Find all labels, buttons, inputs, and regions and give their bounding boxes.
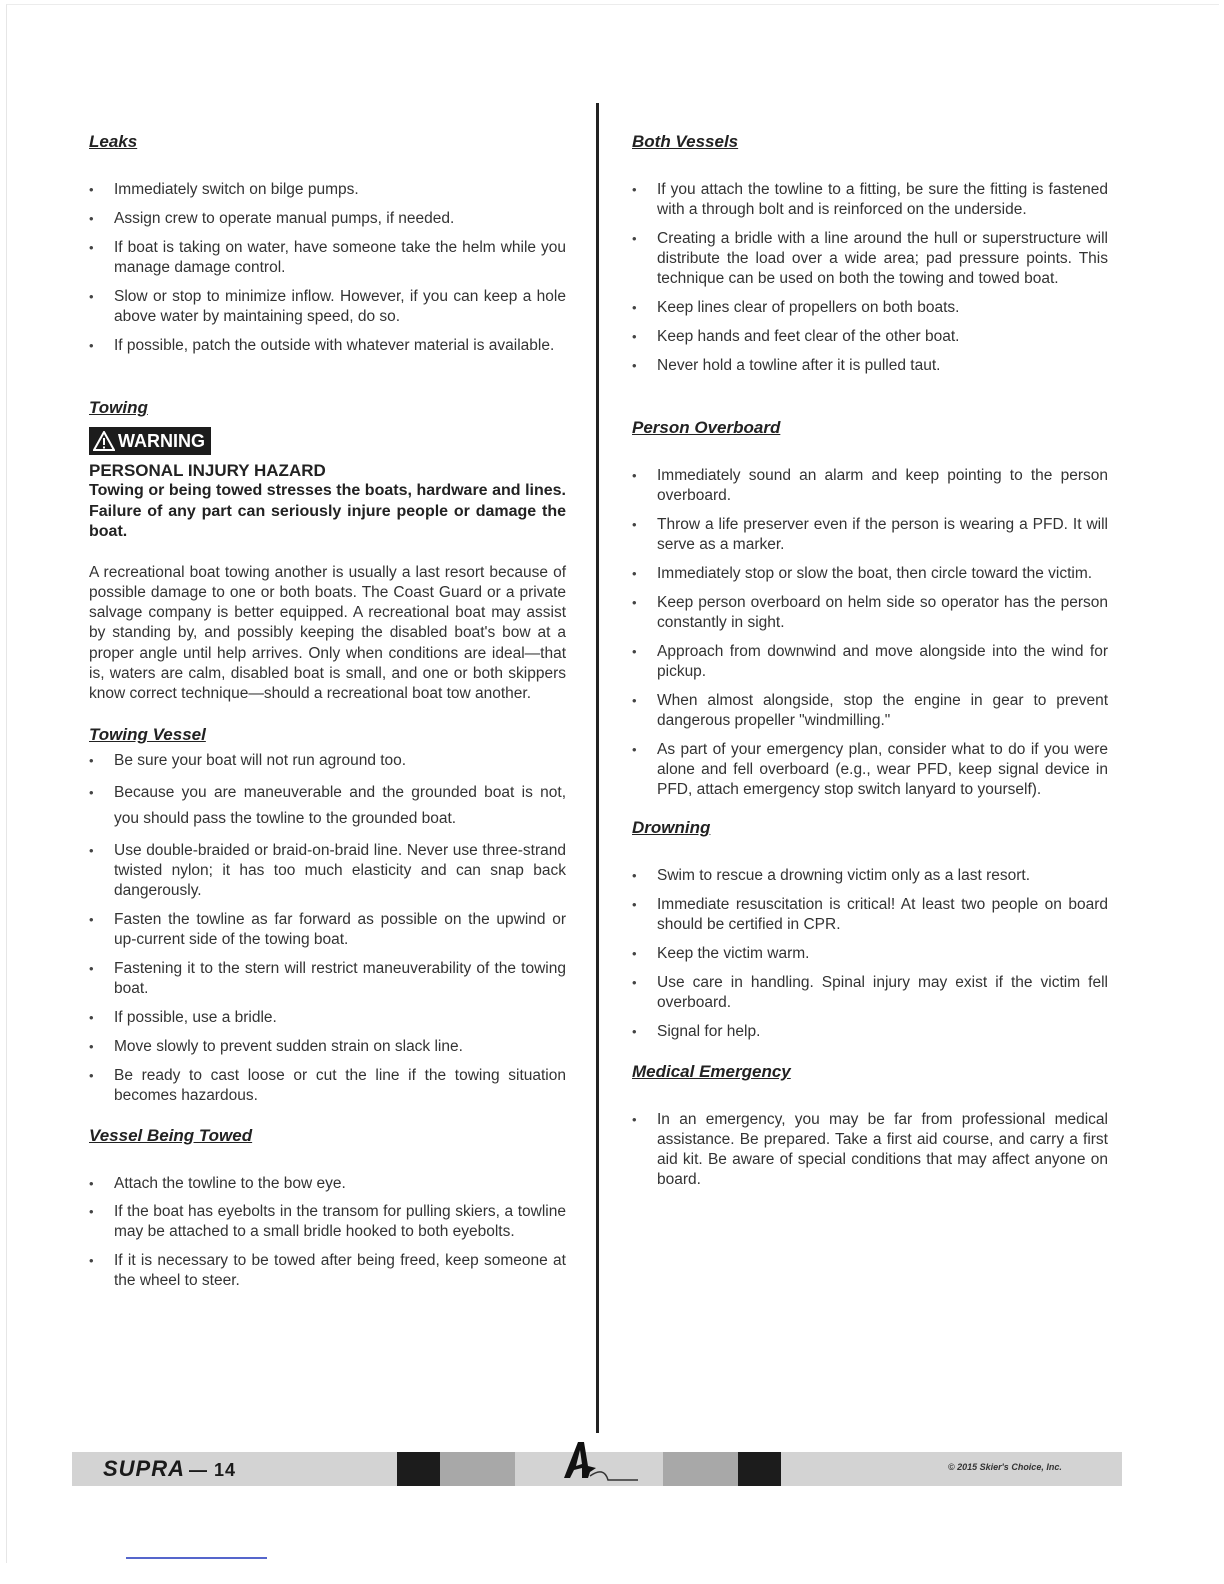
list-item: • Fastening it to the stern will restrict maneuverability of the towing boat. <box>89 959 566 999</box>
list-item: • If possible, use a bridle. <box>89 1008 566 1028</box>
list-item: • Because you are maneuverable and the grounded boat is not, you should pass the towline to the grounded boat. <box>89 780 566 832</box>
list-item: • If the boat has eyebolts in the transom for pulling skiers, a towline may be attached to a small bridle hooked to both eyebolts. <box>89 1202 566 1242</box>
list-item: • Swim to rescue a drowning victim only as a last resort. <box>632 866 1108 886</box>
footer-block-mid-right <box>663 1452 738 1486</box>
footer-brand <box>103 1455 236 1484</box>
list-item: • When almost alongside, stop the engine in gear to prevent dangerous propeller "windmilling." <box>632 691 1108 731</box>
list-item: • Keep person overboard on helm side so operator has the person constantly in sight. <box>632 593 1108 633</box>
warning-block <box>89 427 566 543</box>
medical-emergency-list <box>632 1110 1108 1190</box>
drowning-heading: Drowning <box>632 818 711 837</box>
warning-triangle-icon <box>93 431 115 451</box>
leaks-list <box>89 180 566 356</box>
footer-block-dark-left <box>397 1452 440 1486</box>
both-vessels-heading: Both Vessels <box>632 132 739 151</box>
list-item: • Keep the victim warm. <box>632 944 1108 964</box>
person-overboard-list <box>632 466 1108 800</box>
column-divider <box>596 103 599 1433</box>
list-item: • Immediately switch on bilge pumps. <box>89 180 566 200</box>
medical-emergency-heading: Medical Emergency <box>632 1062 791 1081</box>
page-number: — 14 <box>189 1460 237 1480</box>
list-item: • Attach the towline to the bow eye. <box>89 1174 566 1194</box>
list-item: • If you attach the towline to a fitting, be sure the fitting is fastened with a through bolt and is reinforced on the underside. <box>632 180 1108 220</box>
list-item: • Fasten the towline as far forward as possible on the upwind or up-current side of the towing boat. <box>89 910 566 950</box>
towing-paragraph: A recreational boat towing another is usually a last resort because of possible damage to one or both boats. The Coast Guard or a private salvage company is better equipped. A recreational boat may assist by standing by, and possibly keeping the disabled boat's bow at a proper angle until help arrives. Only when conditions are ideal—that is, waters are calm, disabled boat is small, and one or both skippers know correct technique—should a recreational boat tow another. <box>89 563 566 703</box>
list-item: • As part of your emergency plan, consider what to do if you were alone and fell overboard (e.g., wear PFD, keep signal device in PFD, attach emergency stop switch lanyard to yourself). <box>632 740 1108 800</box>
list-item: • Move slowly to prevent sudden strain on slack line. <box>89 1037 566 1057</box>
list-item: • Use double-braided or braid-on-braid line. Never use three-strand twisted nylon; it has too much elasticity and can snap back dangerously. <box>89 841 566 901</box>
footer-block-dark-right <box>738 1452 781 1486</box>
list-item: • In an emergency, you may be far from professional medical assistance. Be prepared. Take a first aid course, and carry a first aid kit. Be aware of special conditions that may affect anyone on board. <box>632 1110 1108 1190</box>
list-item: • Be sure your boat will not run aground too. <box>89 751 566 771</box>
list-item: • Approach from downwind and move alongside into the wind for pickup. <box>632 642 1108 682</box>
both-vessels-list <box>632 180 1108 376</box>
right-column <box>632 130 1108 1190</box>
list-item: • Slow or stop to minimize inflow. However, if you can keep a hole above water by maintaining speed, do so. <box>89 287 566 327</box>
list-item: • If it is necessary to be towed after being freed, keep someone at the wheel to steer. <box>89 1251 566 1291</box>
list-item: • Be ready to cast loose or cut the line if the towing situation becomes hazardous. <box>89 1066 566 1106</box>
leaks-heading: Leaks <box>89 132 138 151</box>
bottom-link-underline <box>126 1557 267 1559</box>
list-item: • If boat is taking on water, have someone take the helm while you manage damage control. <box>89 238 566 278</box>
list-item: • Keep hands and feet clear of the other boat. <box>632 327 1108 347</box>
left-column <box>89 130 566 1291</box>
list-item: • Keep lines clear of propellers on both boats. <box>632 298 1108 318</box>
towing-vessel-list <box>89 751 566 1106</box>
drowning-list <box>632 866 1108 1042</box>
list-item: • Creating a bridle with a line around the hull or superstructure will distribute the load over a wide area; pad pressure points. This technique can be used on both the towing and towed boat. <box>632 229 1108 289</box>
towing-heading: Towing <box>89 398 148 417</box>
list-item: • Never hold a towline after it is pulled taut. <box>632 356 1108 376</box>
list-item: • Use care in handling. Spinal injury may exist if the victim fell overboard. <box>632 973 1108 1013</box>
supra-logo-icon <box>560 1436 640 1491</box>
warning-label: WARNING <box>118 431 205 451</box>
list-item: • Throw a life preserver even if the person is wearing a PFD. It will serve as a marker. <box>632 515 1108 555</box>
list-item: • If possible, patch the outside with whatever material is available. <box>89 336 566 356</box>
footer-block-mid-left <box>440 1452 515 1486</box>
hazard-text: Towing or being towed stresses the boats, hardware and lines. Failure of any part can seriously injure people or damage the boat. <box>89 482 566 540</box>
brand-logo-text: SUPRA <box>103 1456 186 1481</box>
towing-vessel-heading: Towing Vessel <box>89 724 206 744</box>
list-item: • Immediate resuscitation is critical! At least two people on board should be certified in CPR. <box>632 895 1108 935</box>
person-overboard-heading: Person Overboard <box>632 418 781 437</box>
vessel-being-towed-list <box>89 1174 566 1291</box>
copyright-text: © 2015 Skier's Choice, Inc. <box>948 1462 1062 1472</box>
list-item: • Signal for help. <box>632 1022 1108 1042</box>
list-item: • Immediately sound an alarm and keep pointing to the person overboard. <box>632 466 1108 506</box>
list-item: • Immediately stop or slow the boat, then circle toward the victim. <box>632 564 1108 584</box>
hazard-title: PERSONAL INJURY HAZARD <box>89 461 326 480</box>
list-item: • Assign crew to operate manual pumps, if needed. <box>89 209 566 229</box>
vessel-being-towed-heading: Vessel Being Towed <box>89 1125 253 1145</box>
warning-badge <box>89 427 211 455</box>
